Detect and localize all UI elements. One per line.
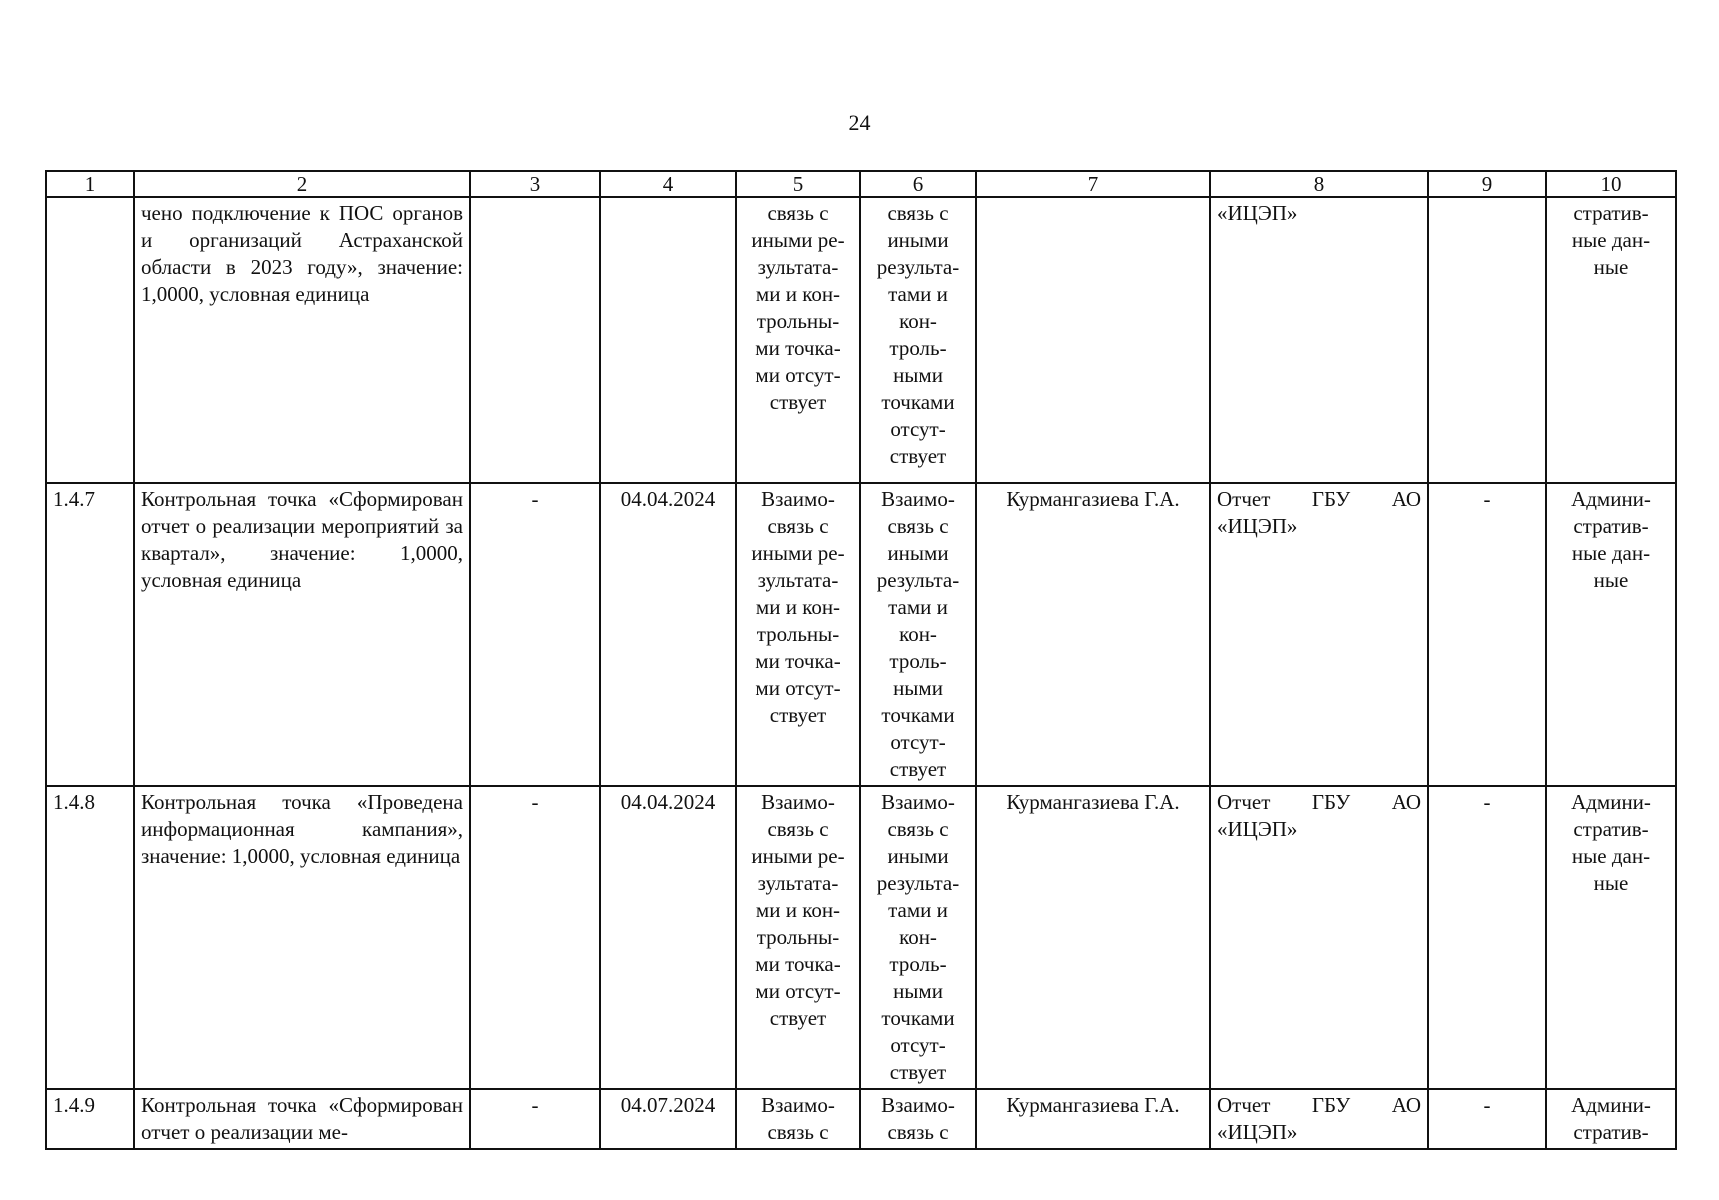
header-row <box>46 171 1676 197</box>
due-date <box>600 197 736 483</box>
column-header-5: 5 <box>736 171 860 197</box>
data-source: Админи- стратив- ные дан- ные <box>1546 483 1676 786</box>
confirming-document: «ИЦЭП» <box>1210 197 1428 483</box>
responsible-person: Курмангазиева Г.А. <box>976 786 1210 1089</box>
info-system: - <box>1428 1089 1546 1149</box>
data-source: стратив- ные дан- ные <box>1546 197 1676 483</box>
table-row <box>46 1089 1676 1149</box>
column-header-8: 8 <box>1210 171 1428 197</box>
data-source: Админи- стратив- ные дан- ные <box>1546 786 1676 1089</box>
data-source: Админи- стратив- <box>1546 1089 1676 1149</box>
column-header-3: 3 <box>470 171 600 197</box>
base-value: - <box>470 786 600 1089</box>
confirming-document: Отчет ГБУ АО «ИЦЭП» <box>1210 1089 1428 1149</box>
due-date: 04.07.2024 <box>600 1089 736 1149</box>
plan-table <box>45 170 1677 1150</box>
info-system: - <box>1428 483 1546 786</box>
row-number: 1.4.8 <box>46 786 134 1089</box>
table-row <box>46 197 1676 483</box>
info-system: - <box>1428 786 1546 1089</box>
confirming-document: Отчет ГБУ АО «ИЦЭП» <box>1210 786 1428 1089</box>
predecessor-relation: Взаимо- связь с иными ре- зультата- ми и кон- трольны- ми точка- ми отсут- ствует <box>736 786 860 1089</box>
item-description: Контрольная точка «Сформирован отчет о реализации мероприятий за квартал», значение: 1,0000, условная единица <box>134 483 470 786</box>
responsible-person: Курмангазиева Г.А. <box>976 483 1210 786</box>
page-number: 24 <box>848 110 871 135</box>
column-header-9: 9 <box>1428 171 1546 197</box>
predecessor-relation: Взаимо- связь с <box>736 1089 860 1149</box>
item-description: Контрольная точка «Проведена информационная кампания», значение: 1,0000, условная единица <box>134 786 470 1089</box>
due-date: 04.04.2024 <box>600 786 736 1089</box>
row-number <box>46 197 134 483</box>
row-number: 1.4.9 <box>46 1089 134 1149</box>
column-header-10: 10 <box>1546 171 1676 197</box>
predecessor-relation: Взаимо- связь с иными ре- зультата- ми и кон- трольны- ми точка- ми отсут- ствует <box>736 483 860 786</box>
base-value: - <box>470 1089 600 1149</box>
column-header-1: 1 <box>46 171 134 197</box>
confirming-document: Отчет ГБУ АО «ИЦЭП» <box>1210 483 1428 786</box>
column-header-2: 2 <box>134 171 470 197</box>
base-value <box>470 197 600 483</box>
responsible-person: Курмангазиева Г.А. <box>976 1089 1210 1149</box>
row-number: 1.4.7 <box>46 483 134 786</box>
column-header-7: 7 <box>976 171 1210 197</box>
due-date: 04.04.2024 <box>600 483 736 786</box>
item-description: Контрольная точка «Сформирован отчет о реализации ме- <box>134 1089 470 1149</box>
item-description: чено подключение к ПОС органов и организаций Астраханской области в 2023 году», значение: 1,0000, условная единица <box>134 197 470 483</box>
column-header-6: 6 <box>860 171 976 197</box>
successor-relation: связь с иными результа- тами и кон- троль- ными точками отсут- ствует <box>860 197 976 483</box>
base-value: - <box>470 483 600 786</box>
successor-relation: Взаимо- связь с иными результа- тами и кон- троль- ными точками отсут- ствует <box>860 483 976 786</box>
table-row <box>46 786 1676 1089</box>
predecessor-relation: связь с иными ре- зультата- ми и кон- трольны- ми точка- ми отсут- ствует <box>736 197 860 483</box>
responsible-person <box>976 197 1210 483</box>
successor-relation: Взаимо- связь с <box>860 1089 976 1149</box>
successor-relation: Взаимо- связь с иными результа- тами и кон- троль- ными точками отсут- ствует <box>860 786 976 1089</box>
table-row <box>46 483 1676 786</box>
info-system <box>1428 197 1546 483</box>
column-header-4: 4 <box>600 171 736 197</box>
